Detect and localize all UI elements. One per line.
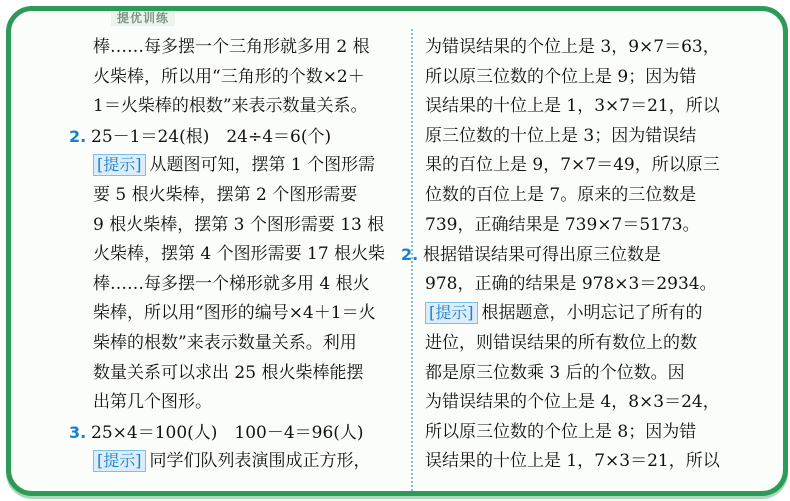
hint-label: [提示] <box>93 154 146 176</box>
text-line: 棒……每多摆一个三角形就多用 2 根 <box>93 37 370 57</box>
text-line: 柴棒的根数”来表示数量关系。利用 <box>93 332 357 353</box>
hint-label: [提示] <box>93 450 146 472</box>
text-line: 739，正确结果是 739×7＝5173。 <box>425 214 700 235</box>
answer-text: 25－1＝24(根) 24÷4＝6(个) <box>91 126 332 147</box>
hint-line <box>93 447 399 477</box>
text-line: 棒……每多摆一个梯形就多用 4 根火 <box>93 273 370 294</box>
text-line: 位数的百位上是 7。原来的三位数是 <box>425 184 697 205</box>
page-frame <box>6 6 788 496</box>
text-line: 误结果的十位上是 1，7×3＝21，所以 <box>425 451 720 472</box>
answer-text: 25×4＝100(人) 100－4＝96(人) <box>91 422 364 443</box>
text-line: 978，正确的结果是 978×3＝2934。 <box>425 273 717 294</box>
hint-line <box>93 151 399 181</box>
text-line: 火柴棒，所以用“三角形的个数×2＋ <box>93 66 365 87</box>
right-column <box>401 33 725 477</box>
question-number: 2. <box>401 245 419 265</box>
left-column <box>69 33 399 477</box>
section-tag: 提优训练 <box>111 9 175 26</box>
answer-text: 根据错误结果可得出原三位数是 <box>423 245 661 266</box>
hint-label: [提示] <box>425 302 478 324</box>
question-number: 3. <box>69 422 87 442</box>
text-line: 所以原三位数的个位上是 8；因为错 <box>425 421 697 442</box>
question-2-answer <box>401 240 725 270</box>
text-line: 要 5 根火柴棒，摆第 2 个图形需要 <box>93 184 358 205</box>
question-2-answer <box>69 122 399 152</box>
hint-text: 从题图可知，摆第 1 个图形需 <box>149 155 376 176</box>
text-line: 进位，则错误结果的所有数位上的数 <box>425 332 697 353</box>
hint-text: 同学们队列表演围成正方形， <box>149 451 371 472</box>
text-line: 误结果的十位上是 1，3×7＝21，所以 <box>425 96 720 117</box>
text-line: 原三位数的十位上是 3；因为错误结 <box>425 125 697 146</box>
text-line: 为错误结果的个位上是 3，9×7＝63， <box>425 37 720 57</box>
text-line: 柴棒，所以用“图形的编号×4＋1＝火 <box>93 303 376 324</box>
hint-text: 根据题意，小明忘记了所有的 <box>481 303 703 324</box>
text-line: 所以原三位数的个位上是 9；因为错 <box>425 66 697 87</box>
text-line: 为错误结果的个位上是 4，8×3＝24， <box>425 392 720 413</box>
question-number: 2. <box>69 126 87 146</box>
question-3-answer <box>69 418 399 448</box>
text-line: 1＝火柴棒的根数”来表示数量关系。 <box>93 96 368 117</box>
hint-line <box>425 299 725 329</box>
text-line: 都是原三位数乘 3 后的个位数。因 <box>425 362 685 383</box>
text-line: 出第几个图形。 <box>93 392 212 413</box>
text-line: 数量关系可以求出 25 根火柴棒能摆 <box>93 362 364 383</box>
text-line: 9 根火柴棒，摆第 3 个图形需要 13 根 <box>93 214 385 235</box>
text-line: 果的百位上是 9，7×7＝49，所以原三 <box>425 155 720 176</box>
text-line: 火柴棒，摆第 4 个图形需要 17 根火柴 <box>93 244 386 265</box>
